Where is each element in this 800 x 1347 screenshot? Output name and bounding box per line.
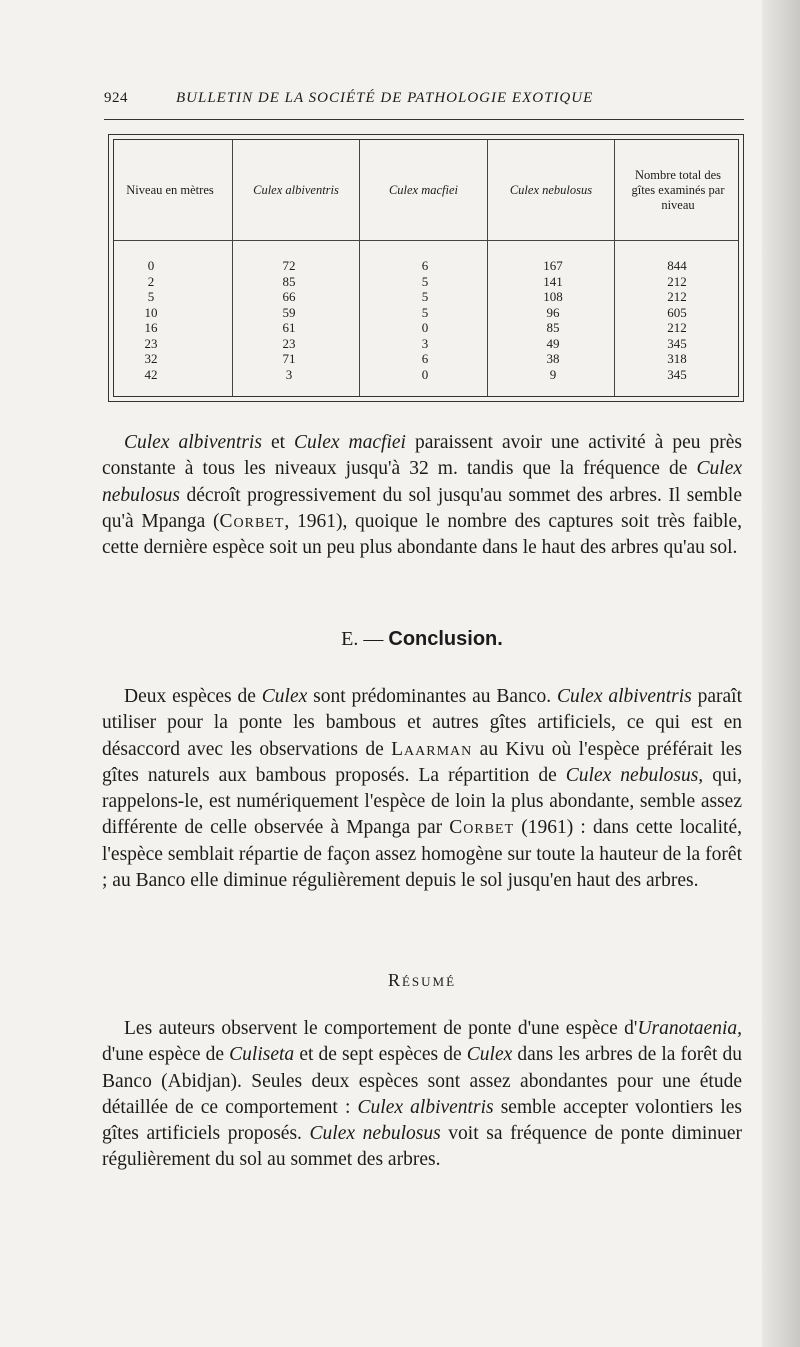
column-nebulosus xyxy=(535,258,571,382)
column-albiventris xyxy=(274,258,304,382)
column-niveau xyxy=(136,258,166,382)
table-cell: 9 xyxy=(549,366,557,382)
table-cell: 38 xyxy=(546,351,560,366)
table-cell: 61 xyxy=(282,320,296,335)
table-cell: 32 xyxy=(144,351,158,366)
table-cell: 72 xyxy=(282,258,296,273)
resume-heading: Résumé xyxy=(387,970,457,990)
table-cell: 59 xyxy=(282,304,296,320)
table-cell: 5 xyxy=(147,289,155,304)
table-cell: 10 xyxy=(144,304,158,320)
table-cell: 71 xyxy=(282,351,296,366)
table-cell: 23 xyxy=(282,335,296,351)
table-cell: 0 xyxy=(147,258,155,273)
table-cell: 66 xyxy=(282,289,296,304)
page-number: 924 xyxy=(104,90,128,106)
table-cell: 16 xyxy=(144,320,158,335)
table-cell: 23 xyxy=(144,335,158,351)
table-cell: 141 xyxy=(543,273,563,289)
table-cell: 212 xyxy=(667,289,687,304)
table-cell: 5 xyxy=(421,289,429,304)
data-table xyxy=(108,134,744,402)
table-cell: 844 xyxy=(667,258,687,273)
table-cell: 345 xyxy=(667,335,687,351)
table-cell: 49 xyxy=(546,335,560,351)
running-header xyxy=(104,90,744,112)
running-title: BULLETIN DE LA SOCIÉTÉ DE PATHOLOGIE EXOTIQUE xyxy=(176,90,594,106)
table-cell: 5 xyxy=(421,273,429,289)
table-cell: 96 xyxy=(546,304,560,320)
header-macfiei: Culex macfiei xyxy=(388,182,459,197)
table-cell: 345 xyxy=(667,366,687,382)
table-cell: 318 xyxy=(667,351,687,366)
column-total xyxy=(659,258,695,382)
conclusion-heading: E. — Conclusion. xyxy=(341,628,503,650)
table-cell: 108 xyxy=(543,289,563,304)
table-cell: 212 xyxy=(667,273,687,289)
header-nebulosus: Culex nebulosus xyxy=(509,182,593,197)
table-cell: 0 xyxy=(421,366,429,382)
table-cell: 85 xyxy=(546,320,560,335)
table-cell: 605 xyxy=(667,304,687,320)
header-divider xyxy=(114,240,738,241)
table-cell: 5 xyxy=(421,304,429,320)
table-cell: 6 xyxy=(421,258,429,273)
table-cell: 167 xyxy=(543,258,563,273)
table-cell: 42 xyxy=(144,366,158,382)
header-rule xyxy=(104,119,744,120)
data-table-inner xyxy=(113,139,739,397)
table-cell: 212 xyxy=(667,320,687,335)
table-cell: 6 xyxy=(421,351,429,366)
table-cell: 85 xyxy=(282,273,296,289)
header-albiventris: Culex albiventris xyxy=(253,182,339,197)
resume-paragraph: Les auteurs observent le comportement de ponte d'une espèce d'Uranotaenia, d'une espèce de Culiseta et de sept espèces de Culex dans les arbres de la forêt du Banco (Abidjan). Seules deux espèces sont assez abondantes pour une étude détaillée de ce comportement : Culex albiventris semble accepter volontiers les gîtes artificiels proposés. Culex nebulosus voit sa fréquence de ponte diminuer régulièrement du sol au sommet des arbres. xyxy=(102,1018,742,1171)
table-cell: 3 xyxy=(421,335,429,351)
header-total: Nombre total des gîtes examinés par niveau xyxy=(631,167,725,212)
column-divider xyxy=(614,140,615,396)
page-edge-shadow xyxy=(762,0,800,1347)
table-cell: 2 xyxy=(147,273,155,289)
table-cell: 0 xyxy=(421,320,429,335)
results-paragraph: Culex albiventris et Culex macfiei paraissent avoir une activité à peu près constante à tous les niveaux jusqu'à 32 m. tandis que la fréquence de Culex nebulosus décroît progressivement du sol jusqu'au sommet des arbres. Il semble qu'à Mpanga (Corbet, 1961), quoique le nombre des captures soit très faible, cette dernière espèce soit un peu plus abondante dans le haut des arbres qu'au sol. xyxy=(102,432,743,559)
header-niveau: Niveau en mètres xyxy=(126,182,214,197)
conclusion-paragraph: Deux espèces de Culex sont prédominantes au Banco. Culex albiventris paraît utiliser pour la ponte les bambous et autres gîtes artificiels, ce qui est en désaccord avec les observations de Laarman au Kivu où l'espèce préférait les gîtes naturels aux bambous proposés. La répartition de Culex nebulosus, qui, rappelons-le, est numériquement l'espèce de loin la plus abondante, semble assez différente de celle observée à Mpanga par Corbet (1961) : dans cette localité, l'espèce semblait répartie de façon assez homogène sur toute la hauteur de la forêt ; au Banco elle diminue régulièrement depuis le sol jusqu'en haut des arbres. xyxy=(102,686,743,892)
column-macfiei xyxy=(410,258,440,382)
table-cell: 3 xyxy=(285,366,293,382)
